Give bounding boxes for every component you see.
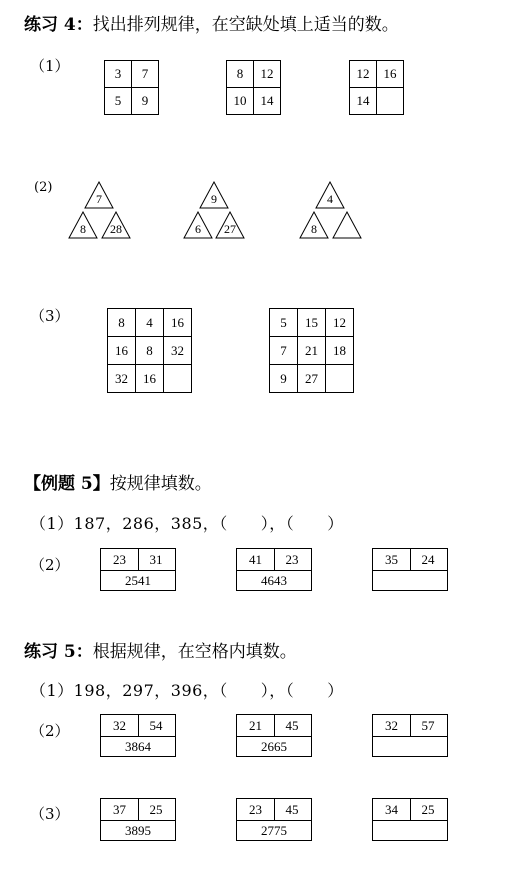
box-left-number: 23 (101, 549, 139, 570)
grid-cell: 32 (164, 337, 192, 365)
triangle-value: 8 (311, 222, 317, 236)
box-result-blank[interactable] (373, 571, 447, 591)
box-result: 3895 (125, 823, 151, 838)
box-left-number: 34 (373, 799, 411, 820)
box-right-number: 45 (285, 718, 299, 733)
triangle-left (183, 211, 213, 239)
box-right-number: 25 (421, 802, 435, 817)
p1-grid-2 (226, 60, 281, 115)
triangle-value: 4 (327, 192, 333, 206)
box-right-number: 57 (421, 718, 435, 733)
grid-cell: 21 (298, 337, 326, 365)
box-result-blank[interactable] (373, 821, 447, 841)
triangle-value: 9 (211, 192, 217, 206)
triangle-blank[interactable] (332, 211, 362, 239)
grid-cell: 18 (326, 337, 354, 365)
practice5-title (24, 637, 297, 662)
box-right-number: 54 (149, 718, 163, 733)
product-box (372, 714, 448, 757)
box-result: 3864 (125, 739, 151, 754)
box-right-number: 23 (285, 552, 299, 567)
grid-cell: 5 (105, 88, 132, 115)
grid-cell: 12 (350, 61, 377, 88)
grid-cell: 16 (136, 365, 164, 393)
triangle-value: 6 (195, 222, 201, 236)
box-left-number: 37 (101, 799, 139, 820)
box-right-number: 24 (421, 552, 435, 567)
grid-cell: 12 (254, 61, 281, 88)
box-right-number: 45 (285, 802, 299, 817)
grid-cell: 7 (132, 61, 159, 88)
grid-cell: 8 (136, 337, 164, 365)
triangle-right (101, 211, 131, 239)
example5-title-bold: 【例题 5】 (24, 474, 110, 494)
practice4-title (24, 10, 399, 35)
p3-grid-2 (269, 308, 354, 393)
triangle-left (299, 211, 329, 239)
grid-cell: 8 (108, 309, 136, 337)
triangle-value: 27 (224, 222, 236, 236)
box-right-number: 31 (149, 552, 163, 567)
practice5-title-bold: 练习 5： (24, 642, 93, 662)
box-result: 2665 (261, 739, 287, 754)
box-result-blank[interactable] (373, 737, 447, 757)
box-left-number: 21 (237, 715, 275, 736)
blank-cell[interactable] (377, 88, 404, 115)
triangle-value: 28 (110, 222, 122, 236)
grid-cell: 15 (298, 309, 326, 337)
grid-cell: 4 (136, 309, 164, 337)
triangle-value: 7 (96, 192, 102, 206)
product-box (236, 548, 312, 591)
practice5-title-text: 根据规律，在空格内填数。 (92, 642, 297, 662)
grid-cell: 16 (108, 337, 136, 365)
grid-cell: 3 (105, 61, 132, 88)
p3-grid-1 (107, 308, 192, 393)
box-right-number: 25 (149, 802, 163, 817)
grid-cell: 12 (326, 309, 354, 337)
box-left-number: 32 (373, 715, 411, 736)
product-box (236, 798, 312, 841)
p1-grid-3 (349, 60, 404, 115)
product-box (100, 548, 176, 591)
example5-q2-label: （2） (30, 556, 70, 574)
grid-cell: 16 (377, 61, 404, 88)
grid-cell: 14 (254, 88, 281, 115)
triangle-right (215, 211, 245, 239)
grid-cell: 10 (227, 88, 254, 115)
box-left-number: 23 (237, 799, 275, 820)
product-box (372, 548, 448, 591)
p2-label: (2) (34, 180, 53, 195)
triangle-top (84, 181, 114, 209)
blank-cell[interactable] (164, 365, 192, 393)
box-result: 2541 (125, 573, 151, 588)
triangle-top (315, 181, 345, 209)
example5-q1: （1）187，286，385，（ ），（ ） (30, 514, 344, 533)
example5-title-text: 按规律填数。 (109, 474, 212, 494)
grid-cell: 14 (350, 88, 377, 115)
practice4-title-text: 找出排列规律，在空缺处填上适当的数。 (92, 15, 399, 35)
triangle-left (68, 211, 98, 239)
grid-cell: 16 (164, 309, 192, 337)
p1-grid-1 (104, 60, 159, 115)
box-left-number: 41 (237, 549, 275, 570)
grid-cell: 27 (298, 365, 326, 393)
p1-label: （1） (30, 57, 70, 75)
grid-cell: 32 (108, 365, 136, 393)
product-box (372, 798, 448, 841)
practice5-q3-label: （3） (30, 805, 70, 823)
example5-title (24, 469, 212, 494)
grid-cell: 7 (270, 337, 298, 365)
box-result: 2775 (261, 823, 287, 838)
blank-cell[interactable] (326, 365, 354, 393)
grid-cell: 9 (132, 88, 159, 115)
box-result: 4643 (261, 573, 287, 588)
grid-cell: 8 (227, 61, 254, 88)
product-box (236, 714, 312, 757)
grid-cell: 5 (270, 309, 298, 337)
practice4-title-bold: 练习 4： (24, 15, 93, 35)
grid-cell: 9 (270, 365, 298, 393)
box-left-number: 32 (101, 715, 139, 736)
product-box (100, 798, 176, 841)
practice5-q1: （1）198，297，396，（ ），（ ） (30, 681, 344, 700)
p3-label: （3） (30, 307, 70, 325)
triangle-top (199, 181, 229, 209)
product-box (100, 714, 176, 757)
practice5-q2-label: （2） (30, 722, 70, 740)
triangle-value: 8 (80, 222, 86, 236)
box-left-number: 35 (373, 549, 411, 570)
